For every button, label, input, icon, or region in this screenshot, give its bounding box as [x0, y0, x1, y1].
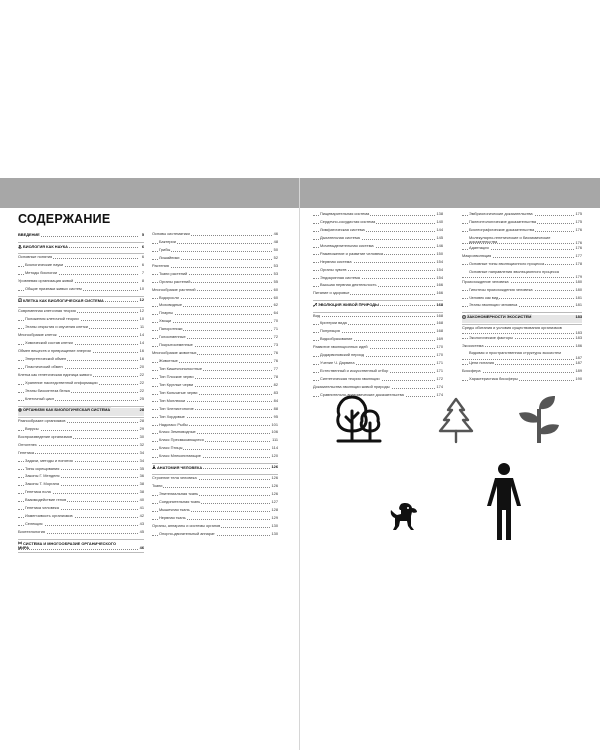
toc-entry-label: Генетика человека	[25, 505, 59, 511]
toc-page-number: 53	[273, 262, 278, 268]
toc-page-number: 120	[271, 453, 278, 459]
toc-page-number: 126	[271, 464, 278, 470]
toc-page-number: 154	[436, 258, 443, 264]
trees-icon	[334, 391, 382, 443]
toc-entry-label: Методы биологии	[25, 270, 58, 276]
dog-icon	[387, 500, 419, 532]
toc-entry-label: Задачи, методы и понятия	[25, 457, 73, 463]
toc-page-number: 36	[139, 473, 144, 479]
toc-page-number: 28	[139, 417, 144, 423]
toc-entry-label: ВВЕДЕНИЕ	[18, 232, 40, 238]
toc-entry-label: Класс Земноводные	[159, 429, 196, 435]
toc-entry-label: Класс Пресмыкающиеся	[159, 437, 204, 443]
toc-page-number: 8	[141, 278, 144, 284]
toc-page-number: 150	[436, 250, 443, 256]
toc-entry-label: Генетика	[18, 449, 35, 455]
toc-page-number: 78	[273, 373, 278, 379]
toc-entry-label: Вирусы	[25, 425, 39, 431]
toc-page-number: 64	[273, 310, 278, 316]
toc-column-1	[18, 232, 144, 554]
toc-page-number: 72	[273, 334, 278, 340]
toc-entry-label: Додарвиновский период	[320, 352, 364, 358]
toc-entry-label: Класс Птицы	[159, 445, 183, 451]
toc-entry-label: БИОЛОГИЯ КАК НАУКА	[18, 245, 69, 250]
toc-entry-label: ОРГАНИЗМ КАК БИОЛОГИЧЕСКАЯ СИСТЕМА	[18, 408, 111, 413]
toc-page-number: 50	[273, 246, 278, 252]
toc-entry-label: Этапы открытия и изучения клетки	[25, 324, 88, 330]
toc-page-number: 189	[575, 368, 582, 374]
toc-page-number: 129	[271, 515, 278, 521]
toc-page-number: 11	[139, 324, 144, 330]
toc-entry-label: Хвощи	[159, 318, 172, 324]
toc-column-4	[462, 212, 582, 385]
toc-entry-row[interactable]	[18, 397, 144, 405]
toc-page-number: 111	[272, 437, 278, 443]
toc-page-number: 14	[139, 340, 144, 346]
toc-entry-label: Нервная ткань	[159, 515, 186, 521]
toc-page-number: 6	[141, 243, 144, 249]
toc-entry-label: Бактерии	[159, 238, 176, 244]
toc-page-number: 114	[271, 445, 278, 451]
toc-entry-label: Клетка как генетическая единица живого	[18, 371, 92, 377]
toc-page-number: 140	[436, 218, 443, 224]
toc-page-number: 7	[141, 270, 144, 276]
toc-page-number: 12	[139, 308, 144, 314]
toc-entry-label: Сравнительно-анатомические доказательства	[320, 391, 404, 397]
toc-entry-label: Онтогенез	[18, 441, 37, 447]
toc-page-number: 45	[139, 529, 144, 534]
toc-entry-label: Биогеографические доказательства	[469, 226, 535, 232]
toc-entry-label: Изменчивость организмов	[25, 513, 73, 519]
toc-leader-dots	[152, 487, 272, 488]
toc-page-number: 22	[139, 379, 144, 385]
toc-page-number: 180	[575, 278, 582, 284]
page-fold	[299, 178, 300, 750]
human-icon	[485, 462, 523, 542]
toc-entry-label: Пластический обмен	[25, 363, 63, 369]
toc-entry-row[interactable]	[462, 303, 582, 311]
toc-page-number: 168	[436, 328, 443, 334]
toc-entry-label: Тип Кишечнополостные	[159, 365, 202, 371]
toc-section-row[interactable]	[313, 303, 443, 311]
toc-entry-label: Пищеварительная система	[320, 211, 370, 216]
toc-page-number: 38	[139, 489, 144, 495]
toc-entry-label: Моховидные	[159, 302, 183, 308]
toc-page-number: 34	[139, 457, 144, 463]
page-title: СОДЕРЖАНИЕ	[18, 212, 111, 226]
toc-page-number: 60	[273, 286, 278, 292]
toc-entry-label: Лишайники	[159, 254, 180, 260]
toc-page-number: 106	[271, 429, 278, 435]
toc-page-number: 6	[141, 262, 144, 268]
toc-entry-label: Ткани	[152, 483, 163, 489]
toc-page-number: 84	[273, 397, 278, 403]
toc-page-number: 126	[271, 475, 278, 481]
toc-page-number: 181	[575, 302, 582, 308]
toc-page-number: 183	[575, 329, 582, 335]
toc-entry-label: Общие признаки живых систем	[25, 286, 82, 292]
toc-entry-label: Органы, аппараты и системы органов	[152, 523, 221, 529]
toc-page-number: 166	[436, 282, 443, 288]
toc-page-number: 130	[271, 523, 278, 529]
toc-entry-row[interactable]	[18, 530, 144, 538]
toc-page-number: 76	[273, 350, 278, 356]
toc-page-number: 154	[436, 274, 443, 280]
toc-page-number: 28	[139, 406, 144, 412]
toc-page-number: 127	[271, 499, 278, 505]
toc-entry-label: Синтетическая теория эволюции	[320, 376, 380, 382]
toc-page-number: 16	[139, 356, 144, 362]
toc-page-number: 171	[436, 360, 443, 366]
toc-entry-row[interactable]	[18, 287, 144, 295]
toc-entry-label: Энергетический обмен	[25, 356, 67, 362]
toc-page-number: 154	[436, 266, 443, 272]
toc-entry-label: Учение Ч. Дарвина	[320, 360, 355, 366]
toc-entry-label: Животные	[159, 358, 178, 363]
toc-entry-label: Генетика пола	[25, 489, 51, 495]
toc-entry-label: Водоросли	[159, 294, 179, 300]
toc-entry-label: Многообразие клеток	[18, 332, 57, 338]
toc-entry-label: Органы чувств	[320, 266, 347, 272]
toc-page-number: 130	[271, 530, 278, 536]
toc-entry-row[interactable]	[152, 454, 278, 462]
toc-page-number: 172	[436, 376, 443, 382]
toc-entry-label: Видообразование	[320, 336, 353, 342]
toc-page-number: 6	[141, 254, 144, 260]
toc-page-number: 168	[436, 320, 443, 326]
sprout-icon	[515, 395, 563, 445]
toc-entry-label: КЛЕТКА КАК БИОЛОГИЧЕСКАЯ СИСТЕМА	[18, 298, 105, 303]
toc-page-number: 41	[139, 505, 144, 511]
fir-tree-icon	[436, 396, 476, 444]
toc-entry-label: Видовая и пространственная структуры экосистем	[469, 350, 561, 356]
toc-column-2	[152, 232, 278, 540]
toc-page-number: 52	[273, 254, 278, 260]
toc-page-number: 22	[139, 387, 144, 393]
toc-entry-label: Положения клеточной теории	[25, 316, 79, 322]
toc-entry-label: Основные понятия	[18, 254, 53, 260]
toc-entry-label: Тип Кольчатые черви	[159, 389, 198, 395]
toc-page-number: 138	[436, 211, 443, 216]
toc-page-number: 73	[273, 342, 278, 348]
toc-page-number: 88	[273, 405, 278, 411]
section-divider	[18, 296, 144, 297]
toc-page-number: 175	[575, 211, 582, 216]
toc-entry-label: Основные направления эволюционного процесса	[469, 268, 559, 274]
toc-page-number: 29	[139, 425, 144, 431]
toc-page-number: 30	[139, 433, 144, 439]
toc-page-number: 46	[139, 545, 144, 551]
toc-entry-label: Многообразие растений	[152, 286, 196, 292]
toc-entry-row[interactable]	[152, 476, 278, 484]
toc-entry-label: Цепи питания	[469, 360, 495, 366]
toc-entry-label: ЭВОЛЮЦИЯ ЖИВОЙ ПРИРОДЫ	[313, 303, 380, 308]
toc-entry-label: АНАТОМИЯ ЧЕЛОВЕКА	[152, 465, 203, 470]
toc-entry-label: Селекция	[25, 521, 43, 527]
toc-page-number: 10	[139, 286, 144, 292]
toc-page-number: 46	[273, 231, 278, 236]
toc-page-number: 34	[139, 449, 144, 455]
toc-section-row[interactable]	[462, 315, 582, 323]
section-divider	[313, 312, 443, 313]
toc-page-number: 166	[436, 290, 443, 296]
toc-page-number: 14	[139, 332, 144, 338]
toc-page-number: 186	[575, 342, 582, 348]
toc-entry-label: Основы систематики	[152, 231, 190, 236]
toc-page-number: 71	[273, 326, 278, 332]
toc-page-number: 170	[436, 344, 443, 350]
toc-entry-label: Дыхательная система	[320, 234, 360, 240]
toc-page-number: 174	[436, 391, 443, 397]
toc-page-number: 146	[436, 242, 443, 248]
toc-entry-label: Уровневая организация живой	[18, 278, 74, 284]
toc-page-number: 145	[436, 234, 443, 240]
toc-entry-label: Ткани растений	[159, 270, 188, 276]
toc-entry-label: Этапы биосинтеза белка	[25, 387, 70, 393]
toc-page-number: 95	[273, 413, 278, 419]
toc-page-number: 70	[273, 318, 278, 324]
toc-entry-label: Хранение наследственной информации	[25, 379, 98, 385]
toc-page-number: 35	[139, 465, 144, 471]
toc-entry-label: Лимфатическая система	[320, 226, 365, 232]
toc-entry-label: СИСТЕМА И МНОГООБРАЗИЕ ОРГАНИЧЕСКОГО МИРА	[18, 540, 117, 551]
toc-entry-label: Макроэволюция	[462, 252, 492, 258]
toc-page-number: 5	[141, 232, 144, 238]
toc-page-number: 187	[575, 360, 582, 366]
toc-entry-label: Экологические факторы	[469, 334, 513, 340]
toc-entry-label: Эндокринная система	[320, 274, 360, 280]
toc-page-number: 42	[139, 513, 144, 519]
toc-column-3	[313, 212, 443, 401]
toc-entry-row[interactable]	[462, 377, 582, 385]
toc-entry-label: Экосистема	[462, 342, 484, 348]
toc-entry-label: Человек как вид	[469, 294, 499, 300]
toc-entry-label: Голосеменные	[159, 334, 186, 340]
toc-entry-label: Папоротники	[159, 326, 183, 332]
toc-page-number: 174	[436, 383, 443, 389]
toc-leader-dots	[152, 267, 272, 268]
toc-page-number: 16	[139, 348, 144, 354]
toc-section-row[interactable]	[152, 465, 278, 473]
toc-entry-label: Тип Плоские черви	[159, 373, 194, 379]
toc-page-number: 170	[436, 352, 443, 358]
toc-page-number: 82	[273, 381, 278, 387]
toc-page-number: 77	[273, 365, 278, 371]
toc-section-row[interactable]	[18, 233, 144, 241]
toc-entry-label: Опорно-двигательный аппарат	[159, 530, 215, 536]
toc-entry-label: Нервная система	[320, 258, 352, 264]
toc-entry-row[interactable]	[313, 291, 443, 299]
toc-entry-label: Сердечно-сосудистая система	[320, 218, 376, 224]
toc-page-number: 25	[139, 395, 144, 401]
toc-page-number: 40	[139, 497, 144, 503]
toc-page-number: 169	[436, 336, 443, 342]
toc-entry-label: Мочевыделительная система	[320, 242, 374, 248]
toc-page-number: 20	[139, 363, 144, 369]
toc-page-number: 171	[436, 368, 443, 374]
toc-entry-label: Типы скрещивания	[25, 465, 60, 471]
toc-entry-label: Развитие эволюционных идей	[313, 344, 368, 350]
toc-page-number: 177	[575, 252, 582, 258]
toc-page-number: 168	[436, 312, 443, 318]
toc-entry-label: Органы растений	[159, 278, 191, 284]
toc-entry-label: Молекулярно-генетические и биохимические доказательства	[469, 234, 551, 245]
toc-entry-label: Грибы	[159, 246, 171, 252]
toc-entry-label: Законы Т. Моргана	[25, 481, 59, 487]
toc-page-number: 10	[139, 316, 144, 322]
toc-page-number: 43	[139, 521, 144, 527]
toc-entry-label: Критерии вида	[320, 320, 347, 326]
toc-page-number: 60	[273, 294, 278, 300]
toc-page-number: 12	[139, 297, 144, 303]
toc-page-number: 176	[575, 239, 582, 245]
toc-entry-label: Соединительная ткань	[159, 499, 201, 505]
toc-entry-label: Биотехнология	[18, 529, 45, 534]
toc-section-row[interactable]	[18, 245, 144, 253]
toc-entry-label: Естественный и искусственный отбор	[320, 368, 389, 374]
toc-entry-label: Покрытосеменные	[159, 342, 193, 348]
section-divider	[18, 552, 144, 553]
toc-entry-label: Популяция	[320, 328, 340, 334]
toc-entry-label: Высшая нервная деятельность	[320, 282, 377, 288]
toc-entry-label: Тип Круглые черви	[159, 381, 194, 387]
toc-page-number: 178	[575, 260, 582, 266]
toc-page-number: 176	[575, 226, 582, 232]
toc-page-number: 176	[575, 244, 582, 250]
toc-entry-label: Гипотезы происхождения человека	[469, 286, 533, 292]
toc-entry-label: Характеристика биосферы	[469, 376, 518, 382]
toc-page-number: 32	[139, 441, 144, 447]
toc-page-number: 126	[271, 491, 278, 497]
toc-entry-label: Законы Г. Менделя	[25, 473, 60, 479]
toc-page-number: 175	[575, 218, 582, 224]
header-band	[0, 178, 600, 208]
toc-page-number: 53	[273, 270, 278, 276]
toc-entry-label: Питание и здоровье	[313, 290, 350, 296]
toc-entry-label: Среды обитания и условия существования организмов	[462, 324, 562, 330]
toc-entry-label: Разнообразие организмов	[18, 417, 66, 423]
toc-entry-row[interactable]	[18, 443, 144, 451]
toc-entry-label: Воспроизведение организмов	[18, 433, 73, 439]
toc-page-number: 38	[139, 481, 144, 487]
toc-entry-label: Основные типы эволюционного процесса	[469, 260, 545, 266]
toc-entry-label: Вид	[313, 312, 321, 318]
toc-page-number: 126	[271, 483, 278, 489]
toc-page-number: 180	[575, 286, 582, 292]
section-divider	[18, 539, 144, 540]
toc-entry-label: ЗАКОНОМЕРНОСТИ ЭКОСИСТЕМ	[462, 315, 532, 320]
toc-page-number: 55	[273, 278, 278, 284]
toc-entry-label: Эмбриологические доказательства	[469, 211, 533, 216]
toc-entry-label: Класс Млекопитающие	[159, 453, 201, 459]
toc-entry-label: Тип Членистоногие	[159, 405, 194, 411]
toc-entry-label: Адаптация	[469, 244, 489, 250]
toc-entry-label: Происхождение человека	[462, 278, 509, 284]
toc-entry-label: Современная клеточная теория	[18, 308, 76, 314]
toc-page-number: 183	[575, 313, 582, 319]
toc-page-number: 128	[271, 507, 278, 513]
toc-entry-label: Клеточный цикл	[25, 395, 55, 401]
toc-entry-label: Размножение и развитие человека	[320, 250, 384, 256]
toc-section-row[interactable]	[18, 408, 144, 416]
toc-page-number: 62	[273, 302, 278, 308]
toc-section-row[interactable]	[18, 298, 144, 306]
toc-entry-label: Плауны	[159, 310, 174, 316]
toc-entry-label: Эпителиальная ткань	[159, 491, 199, 497]
toc-page-number: 48	[273, 238, 278, 244]
toc-entry-label: Палеонтологические доказательства	[469, 218, 537, 224]
toc-entry-label: Этапы эволюции человека	[469, 302, 518, 308]
toc-entry-label: Надкласс Рыбы	[159, 421, 188, 427]
toc-page-number: 187	[575, 355, 582, 361]
toc-entry-row[interactable]	[152, 532, 278, 540]
toc-entry-label: Обмен веществ и превращение энергии	[18, 348, 91, 354]
toc-page-number: 183	[575, 334, 582, 340]
toc-entry-label: Тип Хордовые	[159, 413, 185, 419]
toc-entry-label: Многообразие животных	[152, 350, 197, 356]
toc-page-number: 168	[436, 301, 443, 307]
toc-page-number: 101	[271, 421, 278, 427]
toc-entry-label: Взаимодействие генов	[25, 497, 67, 503]
toc-entry-label: Химический состав клетки	[25, 340, 73, 346]
toc-page-number: 181	[575, 294, 582, 300]
toc-entry-label: Биологические науки	[25, 262, 64, 268]
toc-entry-label: Биосфера	[462, 368, 481, 374]
toc-page-number: 179	[575, 273, 582, 279]
toc-entry-label: Строение тела человека	[152, 475, 197, 481]
toc-page-number: 144	[436, 226, 443, 232]
toc-entry-label: Тип Моллюски	[159, 397, 186, 403]
toc-page-number: 83	[273, 389, 278, 395]
toc-page-number: 190	[575, 376, 582, 382]
toc-entry-label: Мышечная ткань	[159, 507, 190, 513]
toc-page-number: 22	[139, 371, 144, 377]
toc-entry-label: Доказательства эволюции живой природы	[313, 383, 390, 389]
toc-entry-label: Растения	[152, 262, 169, 268]
toc-entry-row[interactable]	[152, 256, 278, 264]
toc-section-row[interactable]	[18, 541, 144, 551]
toc-page-number: 76	[273, 358, 278, 363]
